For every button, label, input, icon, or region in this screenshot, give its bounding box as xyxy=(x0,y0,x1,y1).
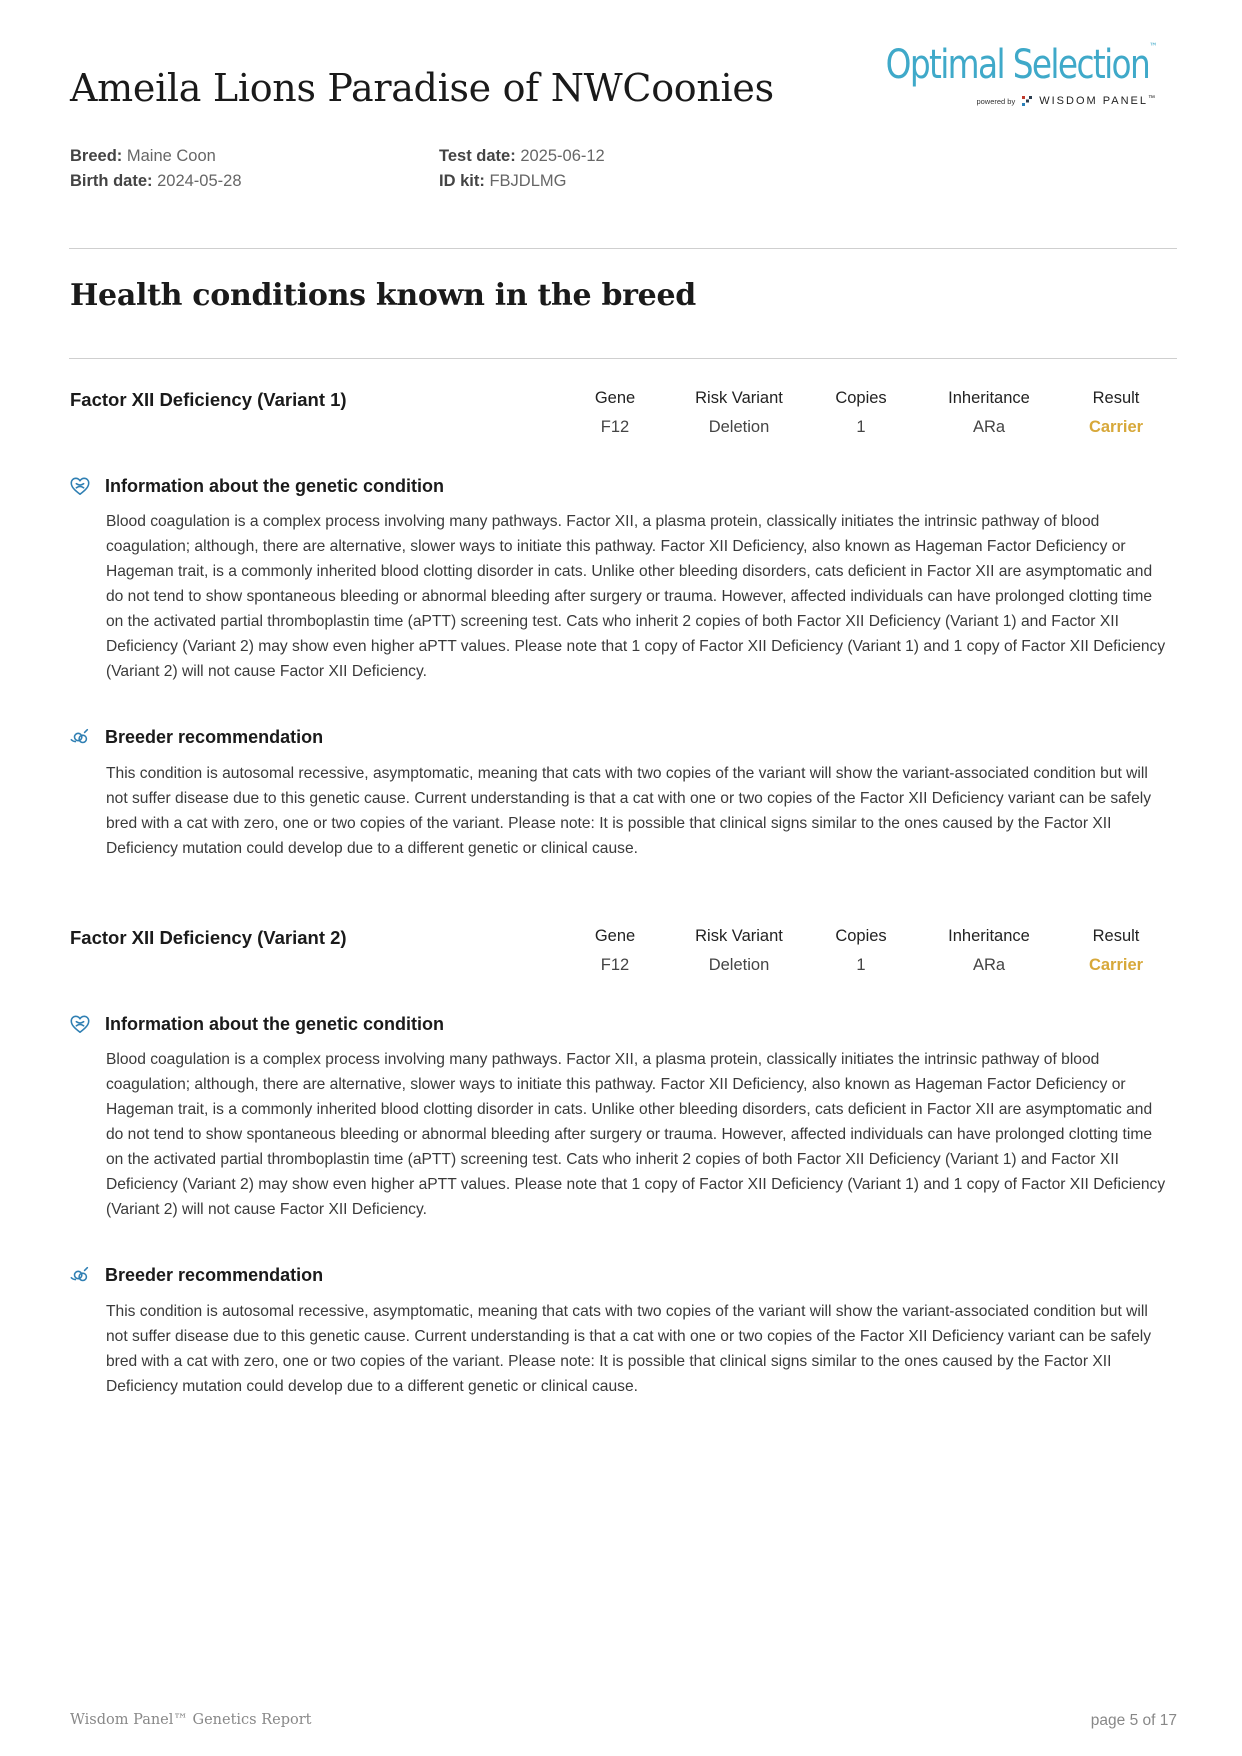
breed-label: Breed: xyxy=(70,147,123,165)
cat-name: Ameila Lions Paradise of NWCoonies xyxy=(70,66,774,110)
info-heading xyxy=(70,475,444,497)
logo-powered-by xyxy=(976,95,1155,107)
section-title: Health conditions known in the breed xyxy=(70,278,696,313)
result-value: Carrier xyxy=(1088,418,1144,436)
condition-title: Factor XII Deficiency (Variant 1) xyxy=(70,389,347,410)
logo-main-text: Optimal Selection xyxy=(885,42,1149,88)
inheritance-header: Inheritance xyxy=(948,927,1030,945)
recommendation-heading xyxy=(70,726,323,748)
test-date-row xyxy=(439,147,605,166)
birth-date-value: 2024-05-28 xyxy=(157,172,242,190)
logo-wisdom-panel xyxy=(1039,95,1155,107)
copies-header: Copies xyxy=(835,389,887,407)
birth-date-label: Birth date: xyxy=(70,172,153,190)
test-date-value: 2025-06-12 xyxy=(520,147,605,165)
copies-value: 1 xyxy=(856,418,866,436)
breeding-icon xyxy=(69,1264,91,1286)
info-title: Information about the genetic condition xyxy=(105,1013,444,1034)
gene-header: Gene xyxy=(594,927,636,945)
recommendation-heading xyxy=(70,1264,323,1286)
recommendation-title: Breeder recommendation xyxy=(105,726,324,747)
risk-variant-value: Deletion xyxy=(708,956,770,974)
copies-header: Copies xyxy=(835,927,887,945)
recommendation-title: Breeder recommendation xyxy=(105,1264,324,1285)
result-header: Result xyxy=(1092,389,1140,407)
info-paragraph: Blood coagulation is a complex process involving many pathways. Factor XII, a plasma protein, classically initiates the intrinsic pathway of blood coagulation; although, there are alternative, slower ways to initiate this pathway. Factor XII Deficiency, also known as Hageman Factor Deficiency or Hageman trait, is a commonly inherited blood clotting disorder in cats. Unlike other bleeding disorders, cats deficient in Factor XII are asymptomatic and do not tend to show spontaneous bleeding or abnormal bleeding after surgery or trauma. However, affected individuals can have prolonged clotting time on the activated partial thromboplastin time (aPTT) screening test. Cats who inherit 2 copies of both Factor XII Deficiency (Variant 1) and Factor XII Deficiency (Variant 2) may show even higher aPTT values. Please note that 1 copy of Factor XII Deficiency (Variant 1) and 1 copy of Factor XII Deficiency (Variant 2) will not cause Factor XII Deficiency. xyxy=(106,1051,1166,1218)
report-header xyxy=(70,42,1175,122)
copies-value: 1 xyxy=(856,956,866,974)
inheritance-value: ARa xyxy=(972,956,1006,974)
logo-powered-text: powered by xyxy=(976,96,1016,106)
divider xyxy=(69,358,1177,359)
gene-column xyxy=(545,389,685,437)
risk-variant-value: Deletion xyxy=(708,418,770,436)
breeding-icon xyxy=(69,726,91,748)
heart-dna-icon xyxy=(69,1013,91,1035)
inheritance-column xyxy=(919,927,1059,975)
condition-result-table xyxy=(70,389,1175,439)
risk-variant-column xyxy=(669,927,809,975)
id-kit-row xyxy=(439,172,566,191)
gene-header: Gene xyxy=(594,389,636,407)
logo-wisdom-panel-tm: ™ xyxy=(1148,95,1155,102)
breed-row xyxy=(70,147,216,166)
footer-page-number: page 5 of 17 xyxy=(1090,1712,1177,1729)
result-column xyxy=(1046,389,1186,437)
condition-title: Factor XII Deficiency (Variant 2) xyxy=(70,927,347,948)
birth-date-row xyxy=(70,172,242,191)
result-value: Carrier xyxy=(1088,956,1144,974)
risk-variant-header: Risk Variant xyxy=(695,927,783,945)
optimal-selection-logo xyxy=(877,42,1157,112)
info-heading xyxy=(70,1013,444,1035)
risk-variant-column xyxy=(669,389,809,437)
gene-value: F12 xyxy=(600,956,630,974)
id-kit-label: ID kit: xyxy=(439,172,485,190)
info-paragraph: Blood coagulation is a complex process involving many pathways. Factor XII, a plasma protein, classically initiates the intrinsic pathway of blood coagulation; although, there are alternative, slower ways to initiate this pathway. Factor XII Deficiency, also known as Hageman Factor Deficiency or Hageman trait, is a commonly inherited blood clotting disorder in cats. Unlike other bleeding disorders, cats deficient in Factor XII are asymptomatic and do not tend to show spontaneous bleeding or abnormal bleeding after surgery or trauma. However, affected individuals can have prolonged clotting time on the activated partial thromboplastin time (aPTT) screening test. Cats who inherit 2 copies of both Factor XII Deficiency (Variant 1) and Factor XII Deficiency (Variant 2) may show even higher aPTT values. Please note that 1 copy of Factor XII Deficiency (Variant 1) and 1 copy of Factor XII Deficiency (Variant 2) will not cause Factor XII Deficiency. xyxy=(106,513,1166,680)
gene-column xyxy=(545,927,685,975)
recommendation-paragraph: This condition is autosomal recessive, asymptomatic, meaning that cats with two copies of the variant will show the variant-associated condition but will not suffer disease due to this genetic cause. Current understanding is that a cat with one or two copies of the Factor XII Deficiency variant can be safely bred with a cat with zero, one or two copies of the variant. Please note: It is possible that clinical signs similar to the ones caused by the Factor XII Deficiency mutation could develop due to a different genetic or clinical cause. xyxy=(106,765,1152,857)
result-header: Result xyxy=(1092,927,1140,945)
logo-tm: ™ xyxy=(1148,42,1157,53)
heart-dna-icon xyxy=(69,475,91,497)
logo-wisdom-panel-text: WISDOM PANEL xyxy=(1039,95,1148,107)
logo-wordmark xyxy=(885,42,1157,88)
test-date-label: Test date: xyxy=(439,147,516,165)
copies-column xyxy=(791,389,931,437)
risk-variant-header: Risk Variant xyxy=(695,389,783,407)
condition-result-table xyxy=(70,927,1175,977)
inheritance-value: ARa xyxy=(972,418,1006,436)
result-column xyxy=(1046,927,1186,975)
recommendation-paragraph: This condition is autosomal recessive, asymptomatic, meaning that cats with two copies of the variant will show the variant-associated condition but will not suffer disease due to this genetic cause. Current understanding is that a cat with one or two copies of the Factor XII Deficiency variant can be safely bred with a cat with zero, one or two copies of the variant. Please note: It is possible that clinical signs similar to the ones caused by the Factor XII Deficiency mutation could develop due to a different genetic or clinical cause. xyxy=(106,1303,1152,1395)
inheritance-header: Inheritance xyxy=(948,389,1030,407)
wisdom-panel-mark-icon xyxy=(1021,95,1033,107)
footer-report-name: Wisdom Panel™ Genetics Report xyxy=(70,1712,312,1728)
inheritance-column xyxy=(919,389,1059,437)
gene-value: F12 xyxy=(600,418,630,436)
breed-value: Maine Coon xyxy=(126,147,216,165)
id-kit-value: FBJDLMG xyxy=(489,172,567,190)
copies-column xyxy=(791,927,931,975)
divider xyxy=(69,248,1177,249)
info-title: Information about the genetic condition xyxy=(105,475,444,496)
